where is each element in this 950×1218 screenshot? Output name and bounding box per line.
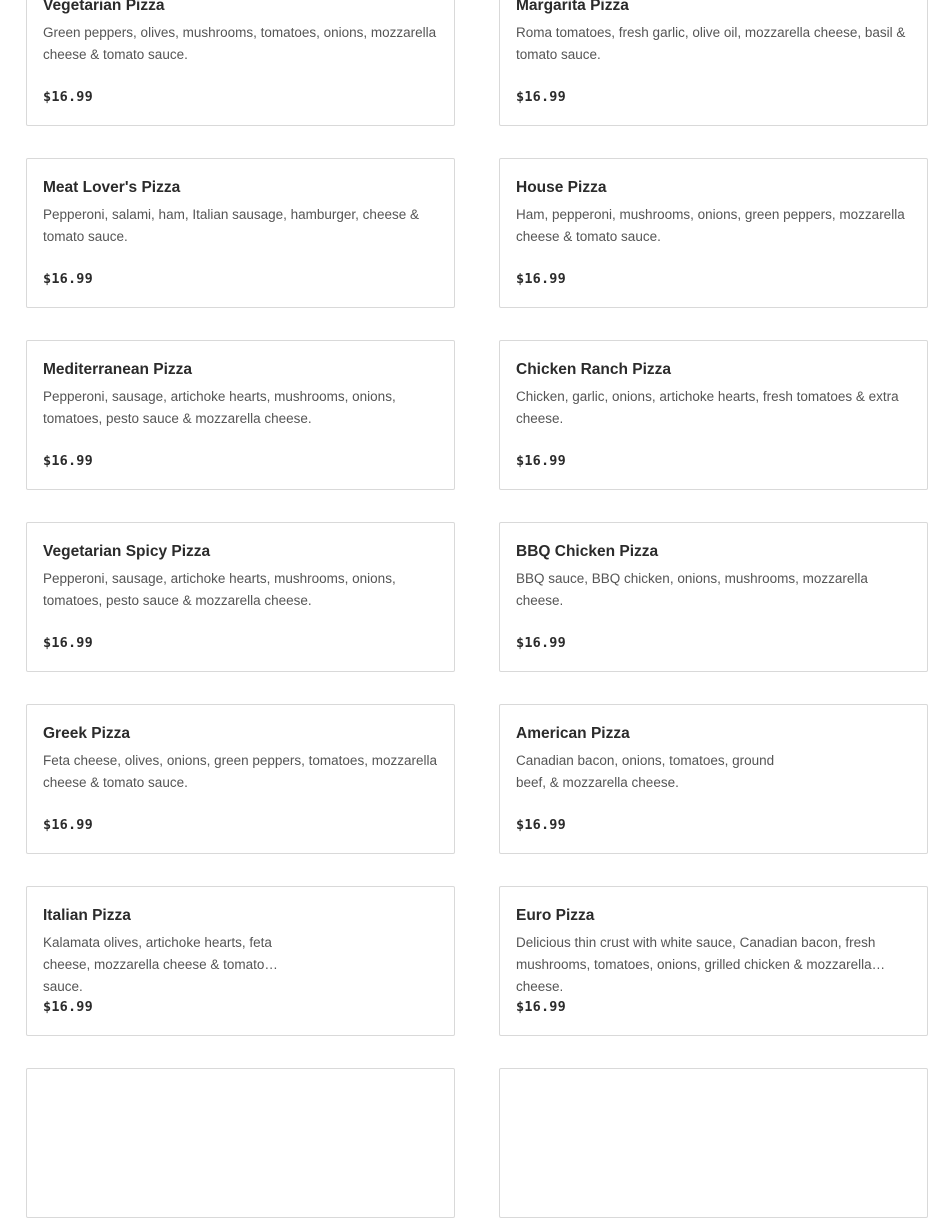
- menu-item-name: BBQ Chicken Pizza: [516, 543, 659, 560]
- menu-item-description: Delicious thin crust with white sauce, Canadian bacon, fresh mushrooms, tomatoes, onions, grilled chicken & mozzarella cheese.: [516, 935, 876, 994]
- menu-item-description: Pepperoni, sausage, artichoke hearts, mushrooms, onions, tomatoes, pesto sauce & mozzarella cheese.: [43, 571, 396, 608]
- menu-item-name: Italian Pizza: [43, 907, 131, 924]
- menu-item-name: Euro Pizza: [516, 907, 595, 924]
- menu-item-card[interactable]: [26, 0, 455, 126]
- menu-item-name: Greek Pizza: [43, 725, 131, 742]
- menu-item-name: Margarita Pizza: [516, 0, 629, 14]
- menu-item-price: $16.99: [43, 89, 93, 105]
- menu-item-price: $16.99: [43, 635, 93, 651]
- menu-item-card[interactable]: [499, 0, 928, 126]
- menu-item-price: $16.99: [43, 271, 93, 287]
- menu-item-card[interactable]: [26, 340, 455, 490]
- menu-item-description: Roma tomatoes, fresh garlic, olive oil, mozzarella cheese, basil & tomato sauce.: [516, 25, 906, 62]
- menu-item-price: $16.99: [516, 999, 566, 1015]
- menu-item-card[interactable]: [26, 704, 455, 854]
- menu-item-card[interactable]: [26, 886, 455, 1036]
- menu-item-name: House Pizza: [516, 179, 607, 196]
- menu-item-name: Vegetarian Pizza: [43, 0, 165, 14]
- menu-item-description: Chicken, garlic, onions, artichoke hearts, fresh tomatoes & extra cheese.: [516, 389, 899, 426]
- menu-item-price: $16.99: [43, 999, 93, 1015]
- menu-item-name: Meat Lover's Pizza: [43, 179, 181, 196]
- menu-item-description: Pepperoni, salami, ham, Italian sausage, hamburger, cheese & tomato sauce.: [43, 207, 419, 244]
- menu-item-card[interactable]: [499, 340, 928, 490]
- menu-grid: [26, 0, 928, 1218]
- menu-item-card[interactable]: [499, 158, 928, 308]
- menu-item-card[interactable]: [26, 158, 455, 308]
- menu-item-name: American Pizza: [516, 725, 630, 742]
- menu-item-card[interactable]: [499, 886, 928, 1036]
- menu-item-description: Kalamata olives, artichoke hearts, feta cheese, mozzarella cheese & tomato sauce.: [43, 935, 272, 994]
- menu-item-description: Pepperoni, sausage, artichoke hearts, mushrooms, onions, tomatoes, pesto sauce & mozzarella cheese.: [43, 389, 396, 426]
- menu-item-price: $16.99: [43, 817, 93, 833]
- menu-item-price: $16.99: [43, 453, 93, 469]
- menu-item-description: BBQ sauce, BBQ chicken, onions, mushrooms, mozzarella cheese.: [516, 571, 868, 608]
- menu-item-card-partial[interactable]: [499, 1068, 928, 1218]
- menu-item-card-partial[interactable]: [26, 1068, 455, 1218]
- menu-item-card[interactable]: [499, 704, 928, 854]
- menu-item-card[interactable]: [499, 522, 928, 672]
- menu-item-name: Mediterranean Pizza: [43, 361, 193, 378]
- menu-item-name: Chicken Ranch Pizza: [516, 361, 672, 378]
- menu-item-price: $16.99: [516, 635, 566, 651]
- menu-item-description: Ham, pepperoni, mushrooms, onions, green peppers, mozzarella cheese & tomato sauce.: [516, 207, 905, 244]
- menu-item-price: $16.99: [516, 271, 566, 287]
- menu-item-name: Vegetarian Spicy Pizza: [43, 543, 211, 560]
- menu-item-price: $16.99: [516, 453, 566, 469]
- menu-item-description: Canadian bacon, onions, tomatoes, ground beef, & mozzarella cheese.: [516, 753, 775, 790]
- menu-item-description: Feta cheese, olives, onions, green peppers, tomatoes, mozzarella cheese & tomato sauce.: [43, 753, 437, 790]
- menu-item-price: $16.99: [516, 89, 566, 105]
- menu-item-price: $16.99: [516, 817, 566, 833]
- menu-item-card[interactable]: [26, 522, 455, 672]
- menu-item-description: Green peppers, olives, mushrooms, tomatoes, onions, mozzarella cheese & tomato sauce.: [43, 25, 437, 62]
